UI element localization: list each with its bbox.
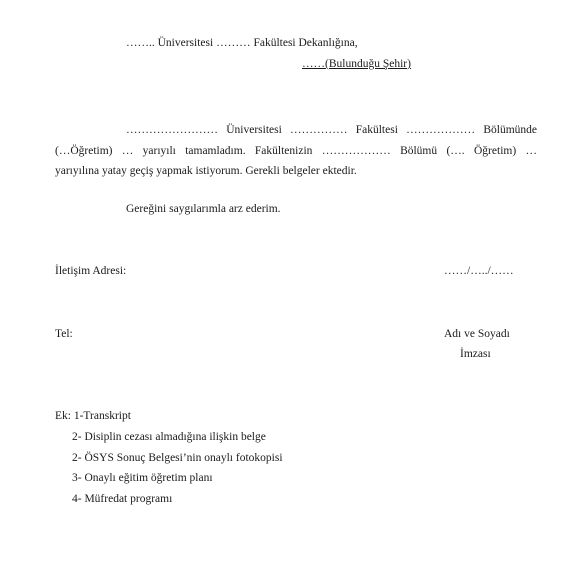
- body-line-2: (…Öğretim) … yarıyılı tamamladım. Fakültenizin ……………… Bölümü (…. Öğretim) …: [55, 144, 537, 157]
- signature-label: İmzası: [460, 348, 491, 360]
- letter-body: [55, 120, 537, 182]
- attachment-item: 3- Onaylı eğitim öğretim planı: [72, 472, 213, 484]
- attachment-item: 2- Disiplin cezası almadığına ilişkin belge: [72, 431, 266, 443]
- attachment-item: 2- ÖSYS Sonuç Belgesi’nin onaylı fotokopisi: [72, 451, 283, 464]
- name-surname-label: Adı ve Soyadı: [444, 328, 510, 340]
- addressee-line: …….. Üniversitesi ……… Fakültesi Dekanlığına,: [126, 37, 358, 49]
- date-placeholder: ……/…../……: [444, 265, 514, 277]
- contact-address-label: İletişim Adresi:: [55, 265, 127, 277]
- attachments-title: Ek: 1-Transkript: [55, 410, 131, 422]
- body-line-1: …………………… Üniversitesi …………… Fakültesi ……………… Bölümünde: [126, 124, 537, 136]
- tel-label: Tel:: [55, 328, 73, 340]
- attachments-list: [72, 430, 283, 512]
- attachment-item: 4- Müfredat programı: [72, 492, 173, 505]
- closing-line: Gereğini saygılarımla arz ederim.: [126, 203, 281, 215]
- city-line: ……(Bulunduğu Şehir): [302, 58, 411, 70]
- body-line-3: yarıyılına yatay geçiş yapmak istiyorum. Gerekli belgeler ektedir.: [55, 165, 357, 177]
